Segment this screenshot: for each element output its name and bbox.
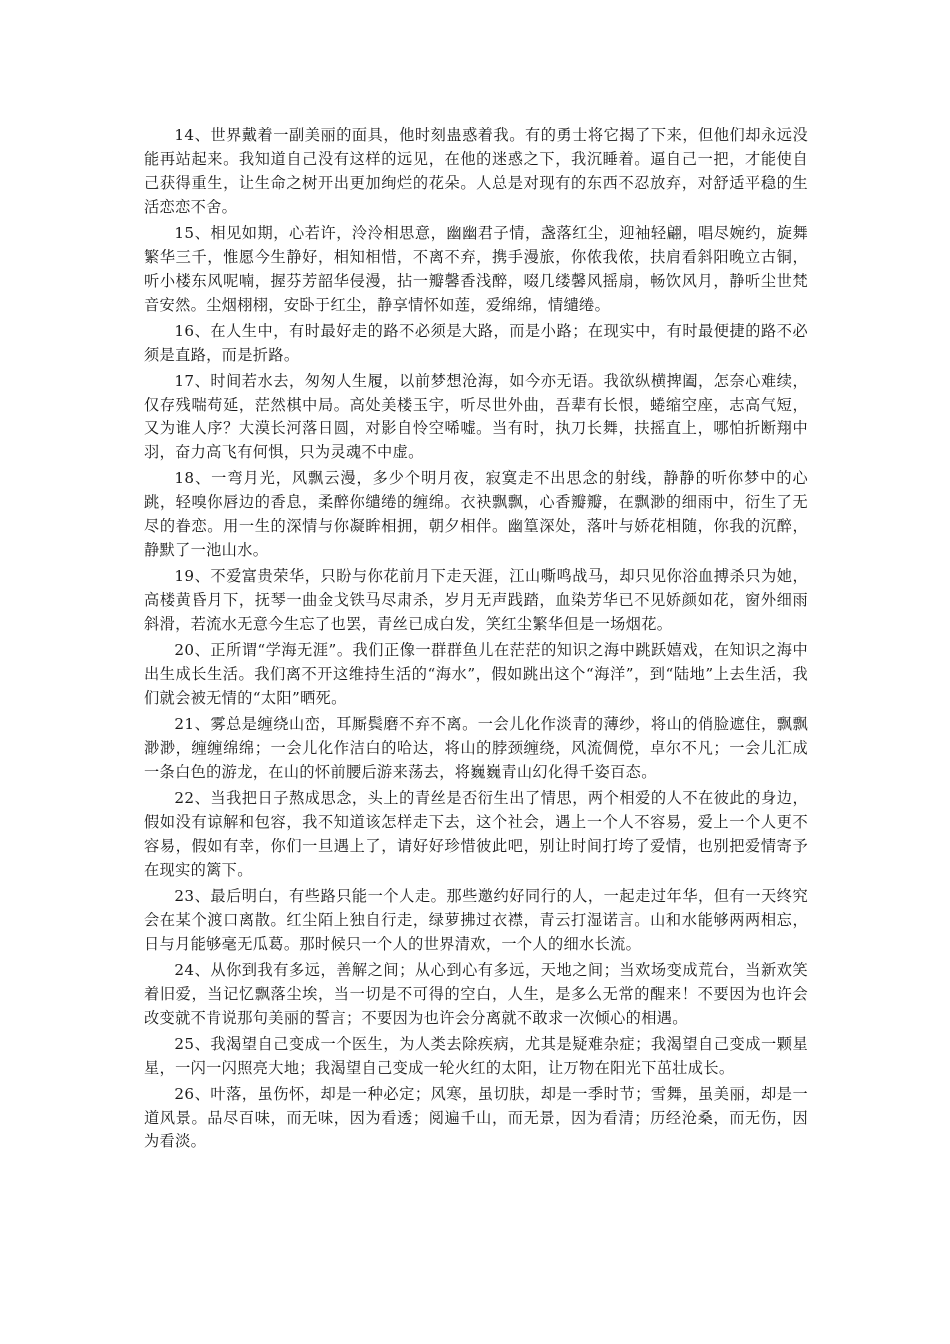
paragraph-22: 22、当我把日子熬成思念，头上的青丝是否衍生出了情思，两个相爱的人不在彼此的身边，假如没有谅解和包容，我不知道该怎样走下去，这个社会，遇上一个人不容易，爱上一个人更不容易，假如有幸，你们一旦遇上了，请好好珍惜彼此吧，别让时间打垮了爱情，也别把爱情寄予在现实的篱下。 bbox=[144, 788, 808, 879]
paragraph-16: 16、在人生中，有时最好走的路不必须是大路，而是小路；在现实中，有时最便捷的路不必须是直路，而是折路。 bbox=[144, 321, 808, 364]
paragraph-14: 14、世界戴着一副美丽的面具，他时刻蛊惑着我。有的勇士将它揭了下来，但他们却永远没能再站起来。我知道自己没有这样的远见，在他的迷惑之下，我沉睡着。逼自己一把，才能使自己获得重生，让生命之树开出更加绚烂的花朵。人总是对现有的东西不忍放弃，对舒适平稳的生活恋恋不舍。 bbox=[144, 126, 808, 216]
paragraph-23: 23、最后明白，有些路只能一个人走。那些邀约好同行的人，一起走过年华，但有一天终究会在某个渡口离散。红尘陌上独自行走，绿萝拂过衣襟，青云打湿诺言。山和水能够两两相忘，日与月能够毫无瓜葛。那时候只一个人的世界清欢，一个人的细水长流。 bbox=[144, 886, 808, 953]
paragraph-21: 21、雾总是缠绕山峦，耳厮鬓磨不弃不离。一会儿化作淡青的薄纱，将山的俏脸遮住，飘飘渺渺，缠缠绵绵；一会儿化作洁白的哈达，将山的脖颈缠绕，风流倜傥，卓尔不凡；一会儿汇成一条白色的游龙，在山的怀前腰后游来荡去，将巍巍青山幻化得千姿百态。 bbox=[144, 715, 808, 781]
paragraph-24: 24、从你到我有多远，善解之间；从心到心有多远，天地之间；当欢场变成荒台，当新欢笑着旧爱，当记忆飘落尘埃，当一切是不可得的空白，人生，是多么无常的醒来！不要因为也许会改变就不肯说那句美丽的誓言；不要因为也许会分离就不敢求一次倾心的相遇。 bbox=[144, 960, 808, 1027]
paragraph-15: 15、相见如期，心若许，泠泠相思意，幽幽君子情，盏落红尘，迎袖轻翩，唱尽婉约，旋舞繁华三千，惟愿今生静好，相知相惜，不离不弃，携手漫旅，你侬我侬，扶肩看斜阳晚立古铜，听小楼东风呢喃，握芬芳韶华侵漫，拈一瓣馨香浅醉，啜几缕馨风摇扇，畅饮风月，静听尘世梵音安然。尘烟栩栩，安卧于红尘，静享情怀如莲，爱绵绵，情缱绻。 bbox=[144, 223, 808, 314]
paragraph-19: 19、不爱富贵荣华，只盼与你花前月下走天涯，江山嘶鸣战马，却只见你浴血搏杀只为她，高楼黄昏月下，抚琴一曲金戈铁马尽肃杀，岁月无声践踏，血染芳华已不见娇颜如花，窗外细雨斜滑，若流水无意今生忘了也罢，青丝已成白发，笑红尘繁华但是一场烟花。 bbox=[144, 567, 808, 634]
paragraph-20: 20、正所谓“学海无涯”。我们正像一群群鱼儿在茫茫的知识之海中跳跃嬉戏，在知识之海中出生成长生活。我们离不开这维持生活的“海水”，假如跳出这个“海洋”，到“陆地”上去生活，我们就会被无情的“太阳”晒死。 bbox=[144, 641, 808, 707]
paragraph-26: 26、叶落，虽伤怀，却是一种必定；风寒，虽切肤，却是一季时节；雪舞，虽美丽，却是一道风景。品尽百味，而无味，因为看透；阅遍千山，而无景，因为看清；历经沧桑，而无伤，因为看淡。 bbox=[144, 1084, 808, 1151]
paragraph-18: 18、一弯月光，风飘云漫，多少个明月夜，寂寞走不出思念的射线，静静的听你梦中的心跳，轻嗅你唇边的香息，柔醉你缱绻的缠绵。衣袂飘飘，心香瓣瓣，在飘渺的细雨中，衍生了无尽的眷恋。用一生的深情与你凝眸相拥，朝夕相伴。幽篁深处，落叶与娇花相随，你我的沉醉，静默了一池山水。 bbox=[144, 469, 808, 560]
paragraph-17: 17、时间若水去，匆匆人生履，以前梦想沧海，如今亦无语。我欲纵横捭阖，怎奈心难续，仅存残喘苟延，茫然棋中局。高处美楼玉宇，听尽世外曲，吾辈有长恨，蜷缩空座，志高气短，又为谁人序？大漠长河落日圆，对影自怜空唏嘘。当有时，执刀长舞，扶摇直上，哪怕折断翔中羽，奋力高飞有何惧，只为灵魂不中虚。 bbox=[144, 371, 808, 462]
paragraph-25: 25、我渴望自己变成一个医生，为人类去除疾病，尤其是疑难杂症；我渴望自己变成一颗星星，一闪一闪照亮大地；我渴望自己变成一轮火红的太阳，让万物在阳光下茁壮成长。 bbox=[144, 1034, 808, 1077]
document-body bbox=[144, 124, 808, 1157]
